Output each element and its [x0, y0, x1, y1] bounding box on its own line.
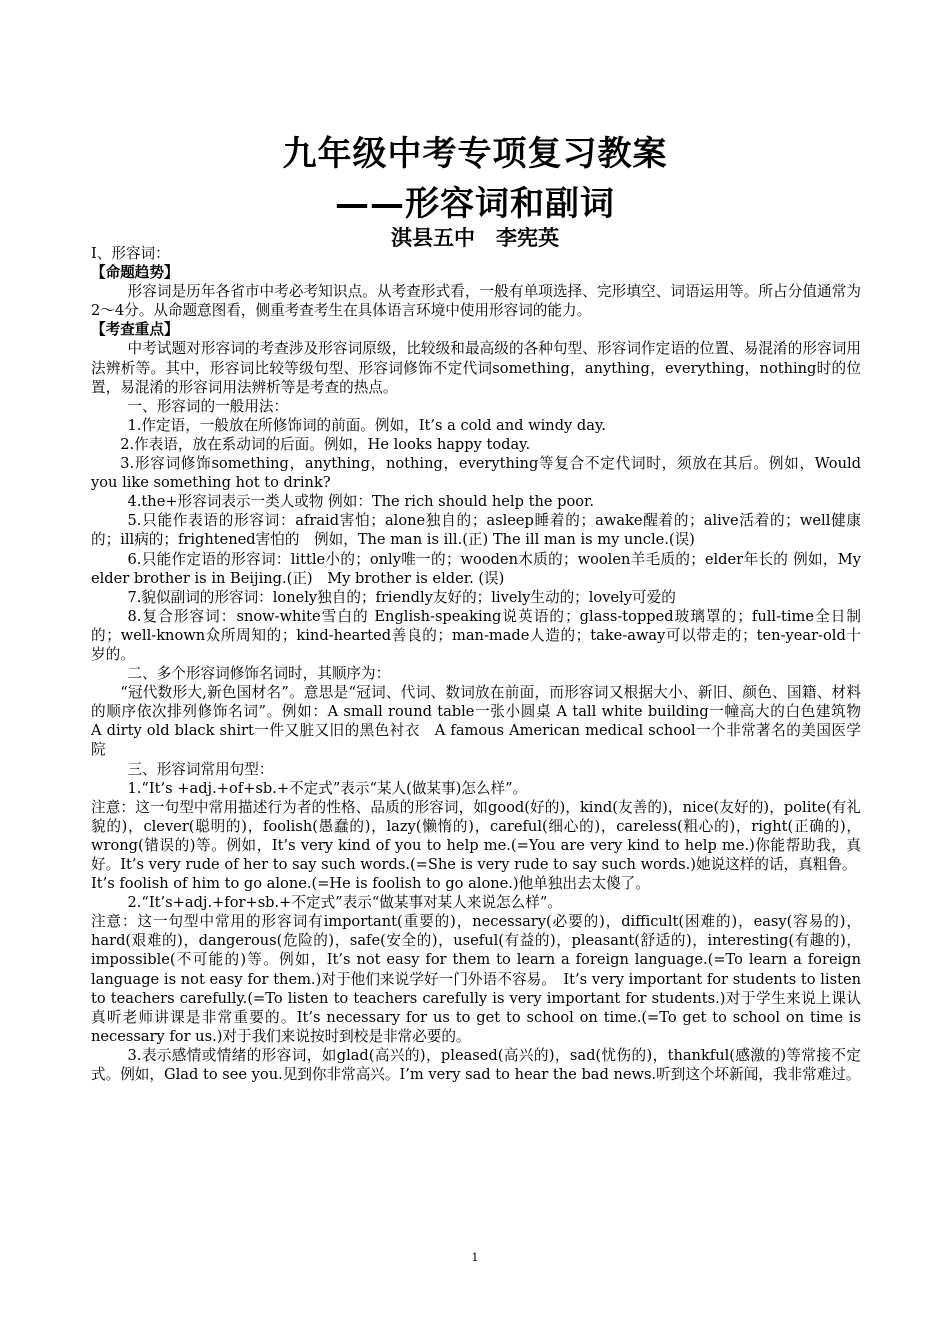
paragraph: 二、多个形容词修饰名词时，其顺序为： [127, 665, 391, 683]
paragraph: 1.作定语，一般放在所修饰词的前面。例如，It’s a cold and windy day. [127, 416, 606, 434]
paragraph: 5.只能作表语的形容词：afraid害怕；alone独自的；asleep睡着的；awake醒着的；alive活着的；well健康的；ill病的；frightened害怕的 例如，The man is ill.(正) The ill man is my uncle.(误) [91, 512, 861, 549]
paragraph: 4.the+形容词表示一类人或物 例如：The rich should help the poor. [127, 493, 595, 511]
paragraph: 三、形容词常用句型： [127, 760, 274, 778]
paragraph: 注意：这一句型中常用描述行为者的性格、品质的形容词，如good(好的)，kind(友善的)，nice(友好的)，polite(有礼貌的)，clever(聪明的)，foolish(愚蠢的)，lazy(懒惰的)，careful(细心的)，careless(粗心的)，right(正确的)，wrong(错误的)等。例如，It’s very kind of you to help me.(=You are very kind to help me.)你能帮助我，真好。It’s very rude of her to say such words.(=She is very rude to say such words.)她说这样的话，真粗鲁。 [91, 798, 861, 873]
document-subtitle: ——形容词和副词 [335, 184, 615, 224]
paragraph: 3.表示感情或情绪的形容词，如glad(高兴的)，pleased(高兴的)，sad(忧伤的)，thankful(感激的)等常接不定式。例如，Glad to see you.见到你非常高兴。I’m very sad to hear the bad news.听到这个坏新闻，我非常难过。 [91, 1046, 861, 1084]
paragraph: 中考试题对形容词的考查涉及形容词原级，比较级和最高级的各种句型、形容词作定语的位置、易混淆的形容词用法辨析等。其中，形容词比较等级句型、形容词修饰不定代词something，anything，everything，nothing时的位置，易混淆的形容词用法辨析等是考查的热点。 [91, 340, 861, 396]
paragraph: 3.形容词修饰something，anything，nothing，everything等复合不定代词时，须放在其后。例如，Would you like something hot to drink? [91, 455, 861, 492]
subsection-heading: 【命题趋势】 [91, 264, 179, 282]
page-number: 1 [471, 1251, 479, 1264]
paragraph: 6.只能作定语的形容词：little小的；only唯一的；wooden木质的；woolen羊毛质的；elder年长的 例如，My elder brother is in Beijing.(正) My brother is elder. (误) [91, 550, 861, 587]
paragraph: 7.貌似副词的形容词：lonely独自的；friendly友好的；lively生动的；lovely可爱的 [127, 588, 676, 606]
paragraph: 形容词是历年各省市中考必考知识点。从考查形式看，一般有单项选择、完形填空、词语运用等。所占分值通常为2～4分。从命题意图看，侧重考查考生在具体语言环境中使用形容词的能力。 [91, 283, 861, 320]
paragraph: “冠代数形大,新色国材名”。意思是“冠词、代词、数词放在前面，而形容词又根据大小、新旧、颜色、国籍、材料的顺序依次排列修饰名词”。例如：A small round table一张小圆桌 A tall white building一幢高大的白色建筑物 A dirty old black shirt一件又脏又旧的黑色衬衣 A famous American medical school一个非常著名的美国医学院 [91, 684, 876, 759]
subsection-heading: 【考查重点】 [91, 321, 179, 339]
paragraph: 8.复合形容词：snow-white雪白的 English-speaking说英语的；glass-topped玻璃罩的；full-time全日制的；well-known众所周知的；kind-hearted善良的；man-made人造的；take-away可以带走的；ten-year-old十岁的。 [91, 607, 861, 663]
paragraph: 2.作表语，放在系动词的后面。例如，He looks happy today. [120, 435, 531, 453]
document-body [91, 244, 876, 1084]
paragraph: 一、形容词的一般用法： [127, 397, 289, 415]
section-heading: Ⅰ、形容词： [91, 245, 170, 262]
document-author: 淇县五中 李宪英 [391, 225, 559, 250]
paragraph: 注意：这一句型中常用的形容词有important(重要的)，necessary(必要的)，difficult(困难的)，easy(容易的)，hard(艰难的)，dangerous(危险的)，safe(安全的)，useful(有益的)，pleasant(舒适的)，interesting(有趣的)，impossible(不可能的)等。例如，It’s not easy for them to learn a foreign language.(=To learn a foreign language is not easy for them.)对于他们来说学好一门外语不容易。 It’s very important for students to listen to teachers carefully.(=To listen to teachers carefully is very important for students.)对于学生来说上课认真听老师讲课是非常重要的。It’s necessary for us to get to school on time.(=To get to school on time is necessary for us.)对于我们来说按时到校是非常必要的。 [91, 913, 861, 1045]
paragraph: 1.“It’s +adj.+of+sb.+不定式”表示“某人(做某事)怎么样”。 [127, 779, 528, 797]
document-title: 九年级中考专项复习教案 [282, 134, 668, 174]
paragraph: It’s foolish of him to go alone.(=He is foolish to go alone.)他单独出去太傻了。 [91, 875, 650, 893]
paragraph: 2.“It’s+adj.+for+sb.+不定式”表示“做某事对某人来说怎么样”。 [127, 894, 562, 912]
